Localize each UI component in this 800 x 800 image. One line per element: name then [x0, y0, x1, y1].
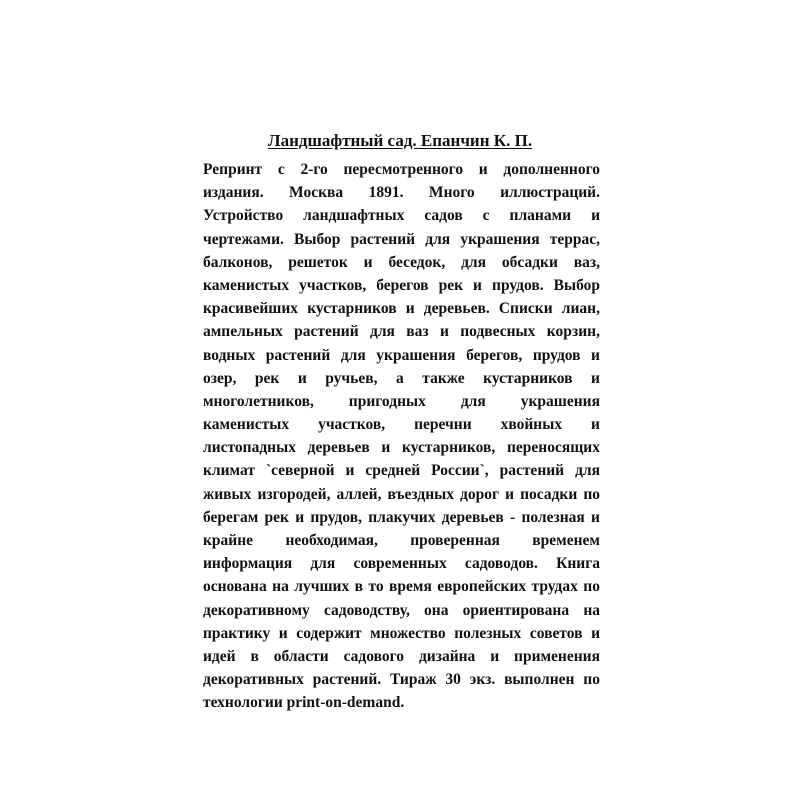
text-line: технологии print-on-demand. — [203, 694, 405, 712]
text-line: декоративных растений. Тираж 30 экз. выполнен по — [203, 671, 600, 689]
text-line: практику и содержит множество полезных советов и — [203, 624, 600, 642]
description-text — [203, 158, 600, 715]
text-line: водных растений для украшения берегов, прудов и — [203, 346, 600, 364]
text-line: ампельных растений для ваз и подвесных корзин, — [203, 323, 600, 341]
text-line: крайне необходимая, проверенная временем — [203, 532, 600, 549]
text-line: чертежами. Выбор растений для украшения террас, — [203, 230, 600, 248]
text-line: декоративному садоводству, она ориентирована на — [203, 601, 600, 619]
text-line: основана на лучших в то время европейских трудах по — [203, 578, 600, 596]
text-line: каменистых участков, берегов рек и прудов. Выбор — [203, 276, 600, 294]
text-line: Репринт с 2-го пересмотренного и дополненного — [203, 161, 600, 178]
page-title: Ландшафтный сад. Епанчин К. П. — [267, 131, 533, 150]
text-line: каменистых участков, перечни хвойных и — [203, 416, 600, 434]
text-line: издания. Москва 1891. Много иллюстраций. — [203, 184, 600, 202]
text-line: многолетников, пригодных для украшения — [203, 392, 600, 410]
text-line: листопадных деревьев и кустарников, переносящих — [203, 439, 600, 457]
text-line: климат `северной и средней России`, растений для — [203, 462, 600, 480]
text-line: берегам рек и прудов, плакучих деревьев - полезная и — [203, 508, 600, 526]
text-line: идей в области садового дизайна и применения — [203, 647, 600, 665]
text-line: Устройство ландшафтных садов с планами и — [203, 207, 600, 225]
text-line: информация для современных садоводов. Книга — [203, 555, 600, 573]
text-line: живых изгородей, аллей, въездных дорог и посадки по — [203, 485, 600, 503]
text-line: красивейших кустарников и деревьев. Списки лиан, — [203, 300, 600, 318]
text-line: озер, рек и ручьев, а также кустарников и — [203, 369, 600, 387]
text-line: балконов, решеток и беседок, для обсадки ваз, — [203, 253, 600, 271]
